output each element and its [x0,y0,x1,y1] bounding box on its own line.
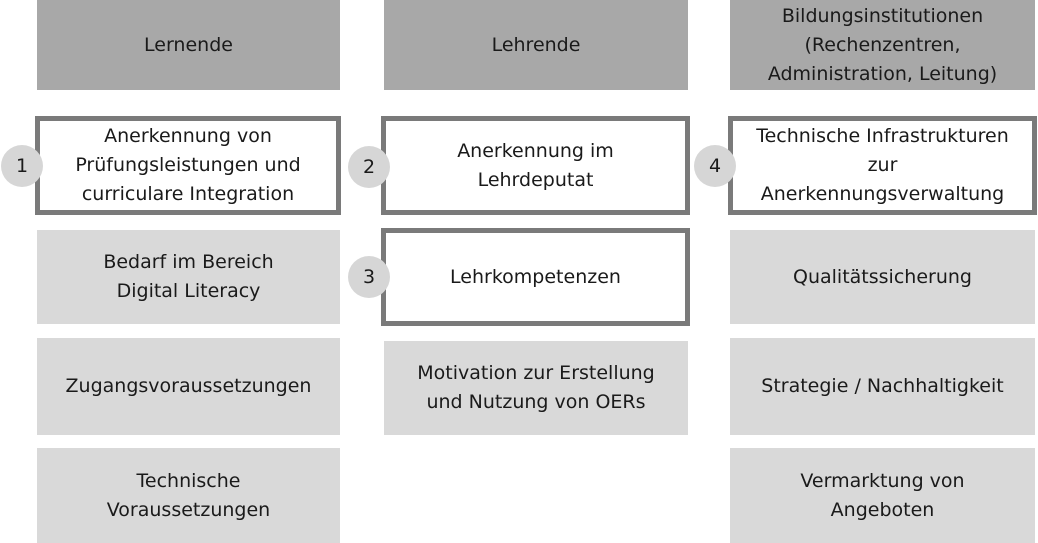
institutions-item-quality-assurance [730,230,1035,324]
institutions-item-marketing-text: Vermarktung von Angeboten [800,469,965,521]
highlighted-box-4 [728,116,1037,215]
learners-item-technical-requirements [37,448,340,543]
highlighted-box-2 [381,116,690,215]
learners-item-access-requirements [37,338,340,435]
column-header-learners-text: Lernende [144,33,233,56]
badge-1 [1,145,43,187]
highlighted-box-2-text: Anerkennung im Lehrdeputat [457,139,614,191]
highlighted-box-1 [35,116,341,215]
column-header-institutions-text: Bildungsinstitutionen (Rechenzentren, Administration, Leitung) [767,4,998,85]
learners-item-digital-literacy [37,230,340,324]
highlighted-box-4-text: Technische Infrastrukturen zur Anerkennungsverwaltung [756,125,1009,205]
institutions-item-strategy [730,338,1035,435]
institutions-item-marketing [730,448,1035,543]
badge-3 [348,256,390,298]
badge-3-number: 3 [362,266,376,288]
institutions-item-quality-assurance-text: Qualitätssicherung [793,265,972,288]
badge-4 [694,145,736,187]
badge-1-number: 1 [15,155,29,177]
column-header-learners [37,0,340,90]
highlighted-box-3 [381,228,690,326]
badge-2-number: 2 [362,156,376,178]
badge-4-number: 4 [708,155,722,177]
learners-item-technical-requirements-text: Technische Voraussetzungen [106,469,271,521]
column-header-teachers-text: Lehrende [491,33,581,56]
highlighted-box-1-text: Anerkennung von Prüfungsleistungen und curriculare Integration [75,125,301,205]
column-header-teachers [384,0,688,90]
highlighted-box-3-text: Lehrkompetenzen [450,265,621,288]
learners-item-digital-literacy-text: Bedarf im Bereich Digital Literacy [103,251,274,302]
learners-item-access-requirements-text: Zugangsvoraussetzungen [65,375,312,397]
teachers-item-oer-motivation [384,341,688,435]
institutions-item-strategy-text: Strategie / Nachhaltigkeit [761,375,1004,397]
teachers-item-oer-motivation-text: Motivation zur Erstellung und Nutzung von OERs [417,362,655,413]
badge-2 [348,146,390,188]
column-header-institutions [730,0,1035,90]
